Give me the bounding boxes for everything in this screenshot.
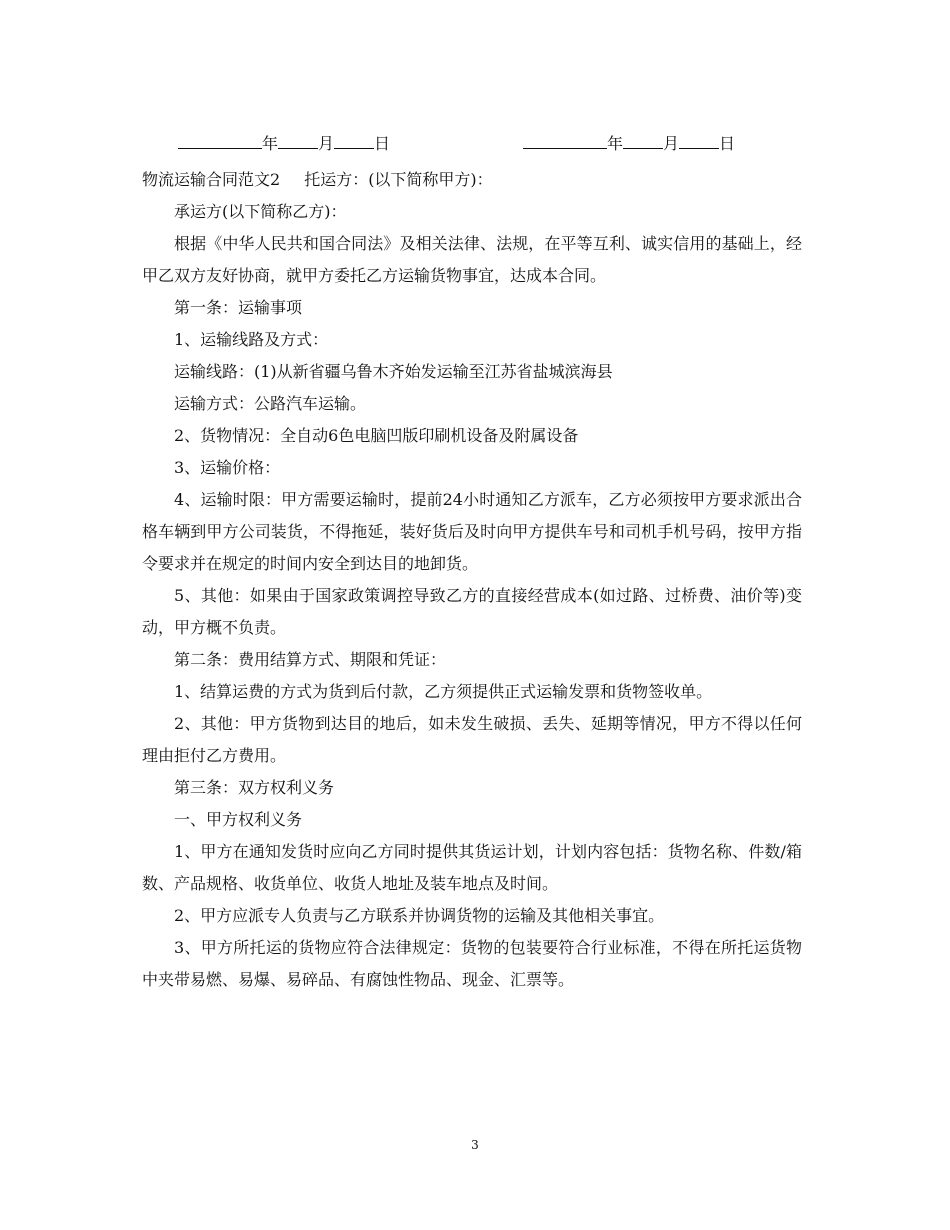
document-title: 物流运输合同范文2 — [142, 170, 281, 189]
clause-2-1: 1、结算运费的方式为货到后付款，乙方须提供正式运输发票和货物签收单。 — [174, 682, 713, 701]
clause-2-2: 2、其他：甲方货物到达目的地后，如未发生破损、丢失、延期等情况，甲方不得以任何理由拒付乙方费用。 — [142, 714, 802, 765]
section-heading-1: 第一条：运输事项 — [174, 298, 303, 317]
clause-1-3: 3、运输价格： — [174, 458, 281, 477]
month-label: 月 — [318, 134, 335, 153]
month-label: 月 — [663, 134, 680, 153]
clause-method: 运输方式：公路汽车运输。 — [174, 394, 367, 413]
page-number: 3 — [471, 1138, 479, 1152]
paragraph-preamble: 根据《中华人民共和国合同法》及相关法律、法规，在平等互利、诚实信用的基础上，经甲乙双方友好协商，就甲方委托乙方运输货物事宜，达成本合同。 — [142, 234, 802, 285]
clause-1-4: 4、运输时限：甲方需要运输时，提前24小时通知乙方派车，乙方必须按甲方要求派出合格车辆到甲方公司装货，不得拖延，装好货后及时向甲方提供车号和司机手机号码，按甲方指令要求并在规定的时间内安全到达目的地卸货。 — [142, 490, 802, 573]
month-blank — [278, 131, 318, 149]
subsection-heading-party-a: 一、甲方权利义务 — [174, 810, 303, 829]
document-body — [142, 164, 802, 996]
year-blank — [178, 131, 262, 149]
section-heading-2: 第二条：费用结算方式、期限和凭证： — [174, 650, 447, 669]
signature-date-left — [178, 131, 390, 156]
clause-route: 运输线路：(1)从新省疆乌鲁木齐始发运输至江苏省盐城滨海县 — [174, 362, 613, 381]
day-blank — [334, 131, 374, 149]
signature-date-right — [523, 131, 735, 156]
section-heading-3: 第三条：双方权利义务 — [174, 778, 335, 797]
party-a-line: 托运方：(以下简称甲方)： — [304, 170, 493, 189]
clause-1-5: 5、其他：如果由于国家政策调控导致乙方的直接经营成本(如过路、过桥费、油价等)变动，甲方概不负责。 — [142, 586, 802, 637]
year-blank — [523, 131, 607, 149]
clause-3-2: 2、甲方应派专人负责与乙方联系并协调货物的运输及其他相关事宜。 — [174, 906, 665, 925]
day-label: 日 — [374, 134, 391, 153]
year-label: 年 — [607, 134, 624, 153]
document-heading — [142, 164, 802, 196]
day-blank — [679, 131, 719, 149]
clause-3-3: 3、甲方所托运的货物应符合法律规定：货物的包装要符合行业标准，不得在所托运货物中夹带易燃、易爆、易碎品、有腐蚀性物品、现金、汇票等。 — [142, 938, 802, 989]
clause-1-1: 1、运输线路及方式： — [174, 330, 329, 349]
paragraph-party-b: 承运方(以下简称乙方)： — [174, 202, 347, 221]
day-label: 日 — [719, 134, 736, 153]
month-blank — [623, 131, 663, 149]
clause-3-1: 1、甲方在通知发货时应向乙方同时提供其货运计划，计划内容包括：货物名称、件数/箱数、产品规格、收货单位、收货人地址及装车地点及时间。 — [142, 842, 802, 893]
clause-1-2: 2、货物情况：全自动6色电脑凹版印刷机设备及附属设备 — [174, 426, 579, 445]
year-label: 年 — [262, 134, 279, 153]
